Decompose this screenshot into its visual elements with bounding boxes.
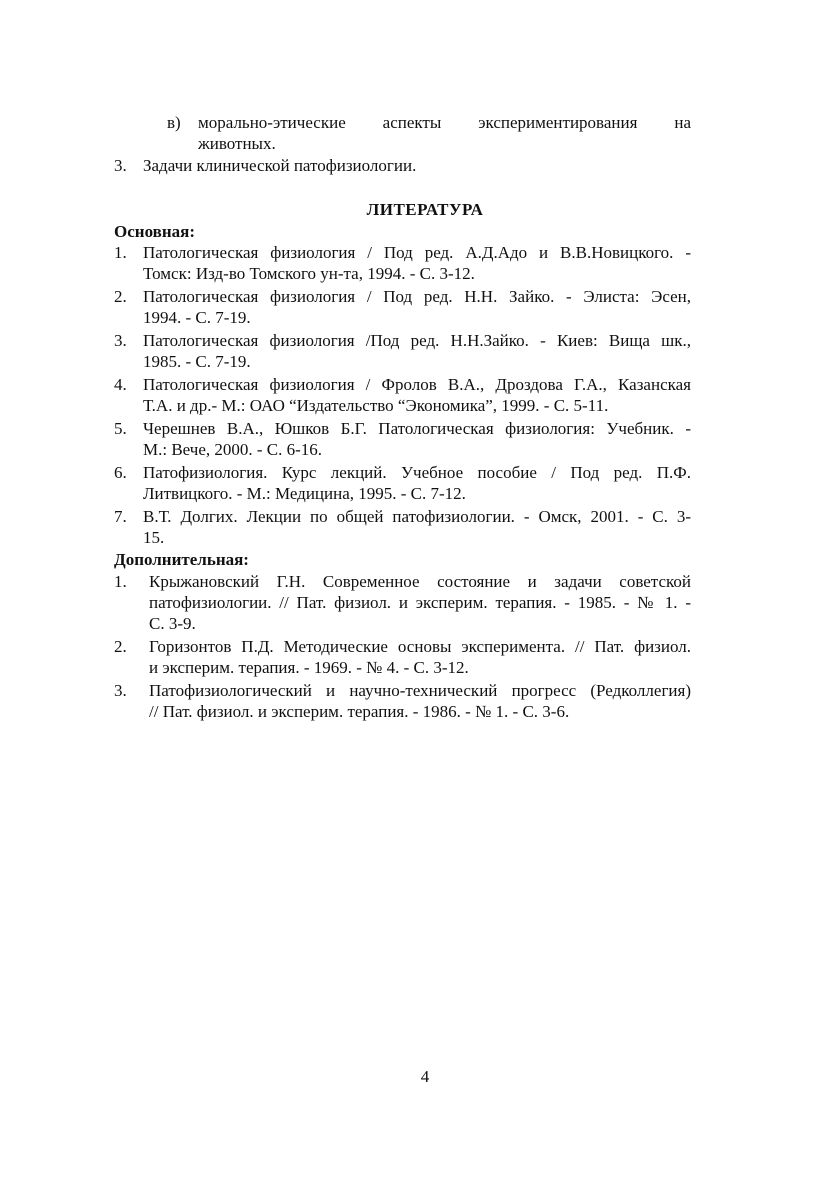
ref-line: Патологическая физиология /Под ред. Н.Н.Зайко. - Киев: Вища шк., [143, 331, 691, 350]
ref-number: 1. [114, 243, 127, 262]
ref-line: М.: Вече, 2000. - С. 6-16. [143, 440, 323, 459]
ref-number: 3. [114, 681, 127, 700]
subheading-additional: Дополнительная: [114, 550, 249, 569]
ref-line: Патологическая физиология / Под ред. А.Д.Адо и В.В.Новицкого. - [143, 243, 691, 262]
list-item-text: Задачи клинической патофизиологии. [143, 156, 417, 175]
ref-line: Т.А. и др.- М.: ОАО “Издательство “Экономика”, 1999. - С. 5-11. [143, 396, 609, 415]
ref-number: 4. [114, 375, 127, 394]
ref-line: // Пат. физиол. и эксперим. терапия. - 1986. - № 1. - С. 3-6. [149, 702, 570, 721]
ref-number: 3. [114, 331, 127, 350]
list-marker-3: 3. [114, 156, 127, 175]
ref-line: Патологическая физиология / Под ред. Н.Н. Зайко. - Элиста: Эсен, [143, 287, 691, 306]
ref-line: 15. [143, 528, 165, 547]
subheading-main: Основная: [114, 222, 195, 241]
ref-line: С. 3-9. [149, 614, 196, 633]
ref-line: Патологическая физиология / Фролов В.А., Дроздова Г.А., Казанская [143, 375, 691, 394]
page-number: 4 [420, 1067, 430, 1086]
ref-line: Патофизиология. Курс лекций. Учебное пособие / Под ред. П.Ф. [143, 463, 691, 482]
ref-line: 1985. - С. 7-19. [143, 352, 251, 371]
ref-line: патофизиологии. // Пат. физиол. и эксперим. терапия. - 1985. - № 1. - [149, 593, 691, 612]
ref-line: В.Т. Долгих. Лекции по общей патофизиологии. - Омск, 2001. - С. 3- [143, 507, 691, 526]
ref-number: 2. [114, 637, 127, 656]
ref-number: 6. [114, 463, 127, 482]
list-item-text: морально-этические аспекты экспериментирования на [198, 113, 691, 132]
ref-line: Томск: Изд-во Томского ун-та, 1994. - С. 3-12. [143, 264, 475, 283]
ref-line: 1994. - С. 7-19. [143, 308, 251, 327]
ref-line: и эксперим. терапия. - 1969. - № 4. - С. 3-12. [149, 658, 469, 677]
ref-line: Черешнев В.А., Юшков Б.Г. Патологическая физиология: Учебник. - [143, 419, 691, 438]
ref-line: Крыжановский Г.Н. Современное состояние и задачи советской [149, 572, 691, 591]
ref-number: 1. [114, 572, 127, 591]
ref-line: Патофизиологический и научно-технический прогресс (Редколлегия) [149, 681, 691, 700]
ref-line: Литвицкого. - М.: Медицина, 1995. - С. 7-12. [143, 484, 466, 503]
ref-line: Горизонтов П.Д. Методические основы эксперимента. // Пат. физиол. [149, 637, 691, 656]
ref-number: 2. [114, 287, 127, 306]
ref-number: 5. [114, 419, 127, 438]
section-heading-literature: ЛИТЕРАТУРА [366, 200, 484, 219]
list-item-text: животных. [198, 134, 276, 153]
ref-number: 7. [114, 507, 127, 526]
list-marker-v: в) [167, 113, 181, 132]
